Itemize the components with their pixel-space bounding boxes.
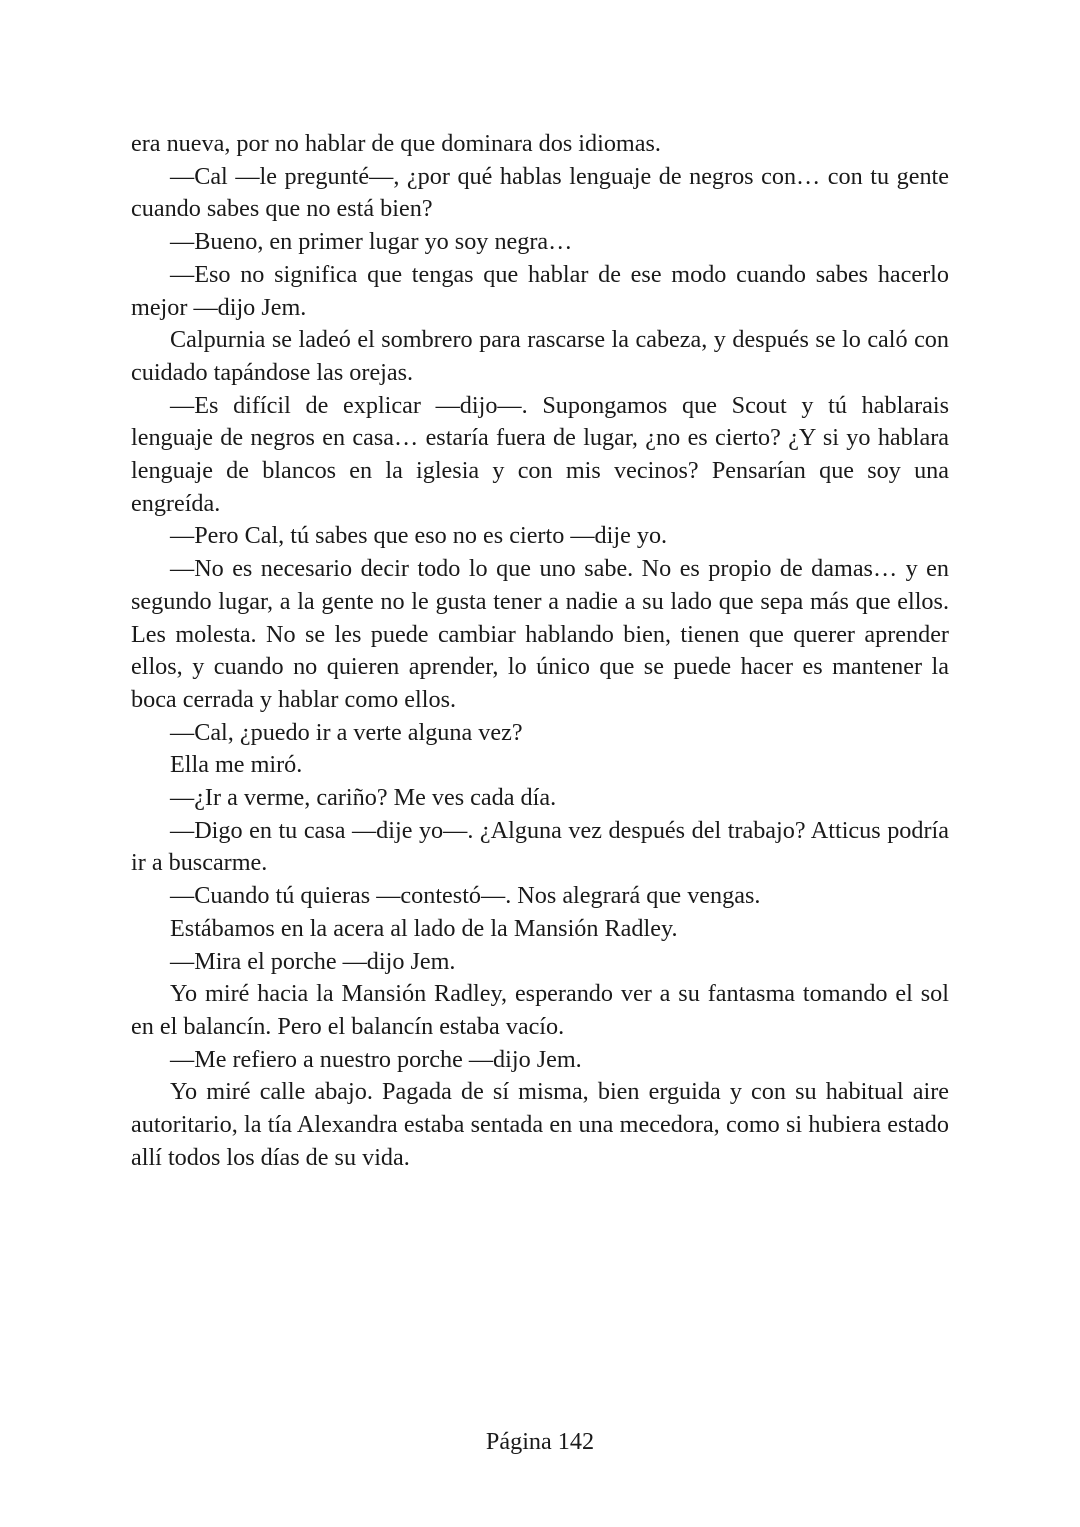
paragraph: —Es difícil de explicar —dijo—. Supongamos que Scout y tú hablarais lenguaje de negros en casa… estaría fuera de lugar, ¿no es cierto? ¿Y si yo hablara lenguaje de blancos en la iglesia y con mis vecinos? Pensarían que soy una engreída. (131, 391, 949, 517)
page-body (131, 128, 949, 1175)
paragraph: Ella me miró. (170, 751, 303, 779)
paragraph: —Digo en tu casa —dije yo—. ¿Alguna vez después del trabajo? Atticus podría ir a buscarme. (131, 816, 949, 877)
paragraph: —¿Ir a verme, cariño? Me ves cada día. (170, 784, 557, 812)
paragraph: —Cuando tú quieras —contestó—. Nos alegrará que vengas. (170, 882, 761, 910)
paragraph: Estábamos en la acera al lado de la Mansión Radley. (170, 914, 678, 942)
paragraph: Yo miré hacia la Mansión Radley, esperando ver a su fantasma tomando el sol en el balancín. Pero el balancín estaba vacío. (131, 980, 949, 1040)
paragraph: —No es necesario decir todo lo que uno sabe. No es propio de damas… y en segundo lugar, a la gente no le gusta tener a nadie a su lado que sepa más que ellos. Les molesta. No se les puede cambiar hablando bien, tienen que querer aprender ellos, y cuando no quieren aprender, lo único que se puede hacer es mantener la boca cerrada y hablar como ellos. (131, 555, 949, 713)
paragraph: —Pero Cal, tú sabes que eso no es cierto —dije yo. (170, 522, 668, 550)
paragraph: —Eso no significa que tengas que hablar de ese modo cuando sabes hacerlo mejor —dijo Jem. (131, 260, 949, 321)
paragraph: Yo miré calle abajo. Pagada de sí misma, bien erguida y con su habitual aire autoritario, la tía Alexandra estaba sentada en una mecedora, como si hubiera estado allí todos los días de su vida. (131, 1078, 949, 1171)
paragraph: —Me refiero a nuestro porche —dijo Jem. (170, 1045, 582, 1073)
paragraph: —Cal, ¿puedo ir a verte alguna vez? (170, 718, 523, 746)
paragraph-continuation: era nueva, por no hablar de que dominara dos idiomas. (131, 130, 661, 157)
paragraph: —Cal —le pregunté—, ¿por qué hablas lenguaje de negros con… con tu gente cuando sabes que no está bien? (131, 162, 949, 223)
page-number: Página 142 (485, 1428, 595, 1455)
paragraph: —Bueno, en primer lugar yo soy negra… (170, 228, 573, 256)
paragraph: Calpurnia se ladeó el sombrero para rascarse la cabeza, y después se lo caló con cuidado tapándose las orejas. (131, 326, 949, 386)
paragraph: —Mira el porche —dijo Jem. (170, 947, 456, 975)
